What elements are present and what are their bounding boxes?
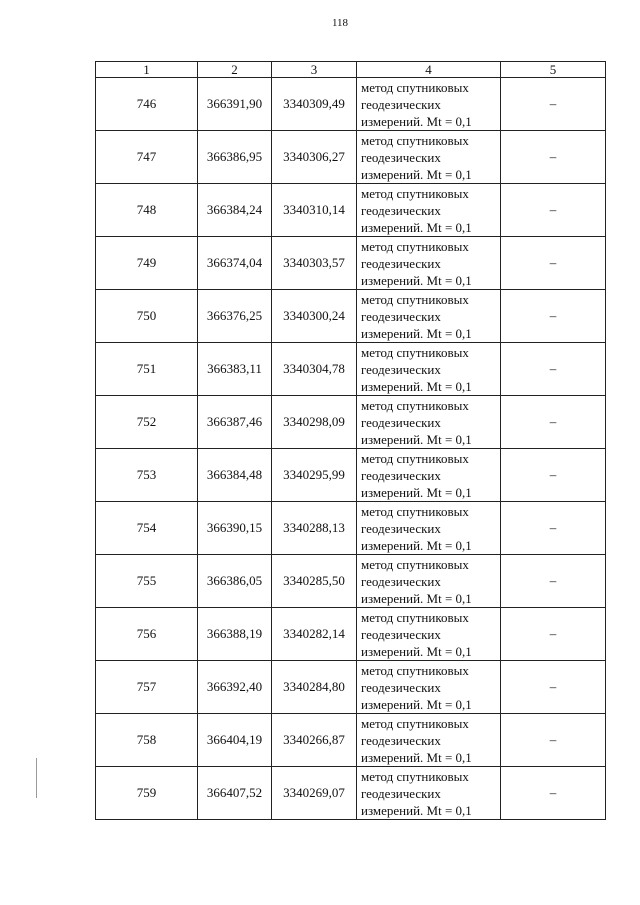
point-number-cell: 750 [96, 290, 198, 343]
method-cell: метод спутниковых геодезических измерений. Mt = 0,1 [357, 449, 501, 502]
point-number-cell: 758 [96, 714, 198, 767]
table-row [96, 290, 606, 343]
x-coordinate-cell: 366404,19 [198, 714, 272, 767]
table-row [96, 396, 606, 449]
point-number-cell: 749 [96, 237, 198, 290]
x-coordinate-cell: 366388,19 [198, 608, 272, 661]
note-cell: – [501, 237, 606, 290]
note-cell: – [501, 78, 606, 131]
note-cell: – [501, 714, 606, 767]
column-header-2: 2 [198, 62, 272, 78]
x-coordinate-cell: 366387,46 [198, 396, 272, 449]
method-cell: метод спутниковых геодезических измерений. Mt = 0,1 [357, 131, 501, 184]
table-row [96, 767, 606, 820]
note-cell: – [501, 131, 606, 184]
scan-edge-mark [36, 758, 37, 798]
x-coordinate-cell: 366386,05 [198, 555, 272, 608]
point-number-cell: 747 [96, 131, 198, 184]
note-cell: – [501, 661, 606, 714]
x-coordinate-cell: 366374,04 [198, 237, 272, 290]
y-coordinate-cell: 3340303,57 [272, 237, 357, 290]
x-coordinate-cell: 366383,11 [198, 343, 272, 396]
note-cell: – [501, 502, 606, 555]
x-coordinate-cell: 366384,48 [198, 449, 272, 502]
point-number-cell: 759 [96, 767, 198, 820]
table-row [96, 661, 606, 714]
point-number-cell: 757 [96, 661, 198, 714]
table-row [96, 502, 606, 555]
table-row [96, 608, 606, 661]
point-number-cell: 756 [96, 608, 198, 661]
x-coordinate-cell: 366376,25 [198, 290, 272, 343]
x-coordinate-cell: 366384,24 [198, 184, 272, 237]
column-header-5: 5 [501, 62, 606, 78]
y-coordinate-cell: 3340306,27 [272, 131, 357, 184]
y-coordinate-cell: 3340309,49 [272, 78, 357, 131]
header-row [96, 62, 606, 78]
table-header [96, 62, 606, 78]
method-cell: метод спутниковых геодезических измерений. Mt = 0,1 [357, 343, 501, 396]
point-number-cell: 754 [96, 502, 198, 555]
method-cell: метод спутниковых геодезических измерений. Mt = 0,1 [357, 78, 501, 131]
note-cell: – [501, 290, 606, 343]
method-cell: метод спутниковых геодезических измерений. Mt = 0,1 [357, 502, 501, 555]
column-header-4: 4 [357, 62, 501, 78]
table-row [96, 78, 606, 131]
x-coordinate-cell: 366407,52 [198, 767, 272, 820]
y-coordinate-cell: 3340284,80 [272, 661, 357, 714]
method-cell: метод спутниковых геодезических измерений. Mt = 0,1 [357, 714, 501, 767]
y-coordinate-cell: 3340285,50 [272, 555, 357, 608]
note-cell: – [501, 449, 606, 502]
note-cell: – [501, 608, 606, 661]
y-coordinate-cell: 3340269,07 [272, 767, 357, 820]
method-cell: метод спутниковых геодезических измерений. Mt = 0,1 [357, 396, 501, 449]
method-cell: метод спутниковых геодезических измерений. Mt = 0,1 [357, 661, 501, 714]
point-number-cell: 752 [96, 396, 198, 449]
y-coordinate-cell: 3340298,09 [272, 396, 357, 449]
table-row [96, 237, 606, 290]
note-cell: – [501, 767, 606, 820]
y-coordinate-cell: 3340282,14 [272, 608, 357, 661]
method-cell: метод спутниковых геодезических измерений. Mt = 0,1 [357, 555, 501, 608]
column-header-1: 1 [96, 62, 198, 78]
note-cell: – [501, 396, 606, 449]
table-row [96, 449, 606, 502]
table-row [96, 555, 606, 608]
column-header-3: 3 [272, 62, 357, 78]
table-body [96, 78, 606, 820]
table-row [96, 131, 606, 184]
table-row [96, 714, 606, 767]
x-coordinate-cell: 366390,15 [198, 502, 272, 555]
note-cell: – [501, 555, 606, 608]
table-row [96, 184, 606, 237]
method-cell: метод спутниковых геодезических измерений. Mt = 0,1 [357, 767, 501, 820]
point-number-cell: 746 [96, 78, 198, 131]
y-coordinate-cell: 3340304,78 [272, 343, 357, 396]
y-coordinate-cell: 3340266,87 [272, 714, 357, 767]
table-row [96, 343, 606, 396]
y-coordinate-cell: 3340295,99 [272, 449, 357, 502]
y-coordinate-cell: 3340310,14 [272, 184, 357, 237]
note-cell: – [501, 184, 606, 237]
x-coordinate-cell: 366391,90 [198, 78, 272, 131]
page-number: 118 [331, 17, 349, 29]
coordinates-table [95, 61, 606, 820]
method-cell: метод спутниковых геодезических измерений. Mt = 0,1 [357, 290, 501, 343]
point-number-cell: 751 [96, 343, 198, 396]
method-cell: метод спутниковых геодезических измерений. Mt = 0,1 [357, 184, 501, 237]
y-coordinate-cell: 3340288,13 [272, 502, 357, 555]
y-coordinate-cell: 3340300,24 [272, 290, 357, 343]
x-coordinate-cell: 366392,40 [198, 661, 272, 714]
point-number-cell: 755 [96, 555, 198, 608]
point-number-cell: 753 [96, 449, 198, 502]
note-cell: – [501, 343, 606, 396]
method-cell: метод спутниковых геодезических измерений. Mt = 0,1 [357, 608, 501, 661]
point-number-cell: 748 [96, 184, 198, 237]
method-cell: метод спутниковых геодезических измерений. Mt = 0,1 [357, 237, 501, 290]
x-coordinate-cell: 366386,95 [198, 131, 272, 184]
